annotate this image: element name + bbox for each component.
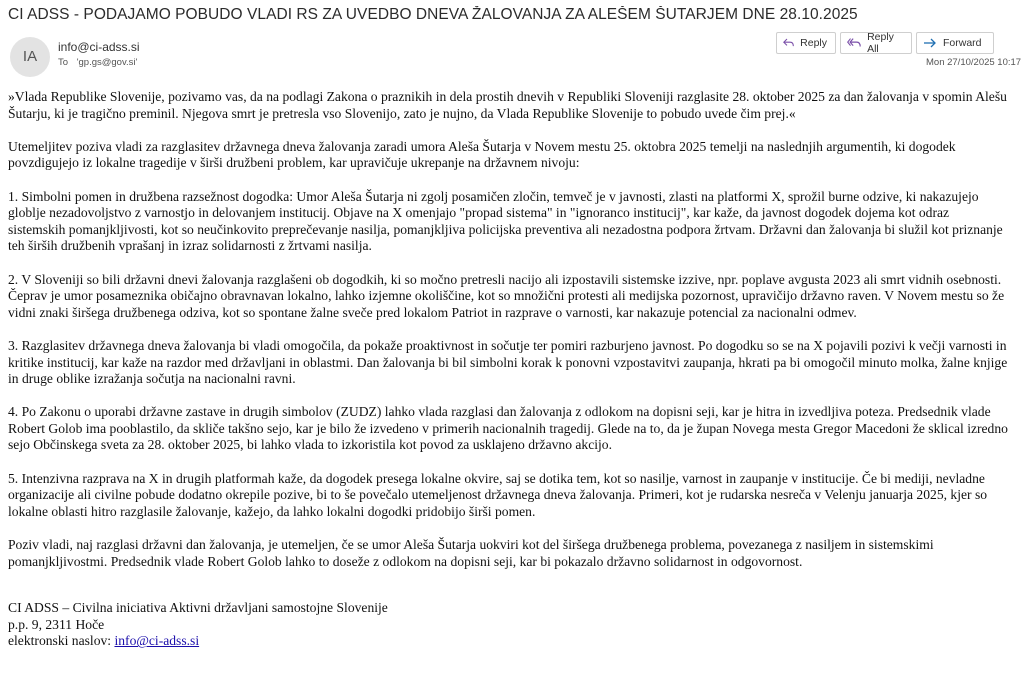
email-subject: CI ADSS - PODAJAMO POBUDO VLADI RS ZA UVEDBO DNEVA ŽALOVANJA ZA ALEŠEM ŠUTARJEM DNE 28.10.2025 — [8, 6, 858, 23]
body-paragraph: 3. Razglasitev državnega dneva žalovanja bi vladi omogočila, da pokaže proaktivnost in sočutje ter pomiri razburjeno javnost. Po dogodku so se na X pojavili pozivi k večji varnosti in kritike institucij, kar kaže na razdor med državljani in oblastmi. Dan žalovanja bi bil simbolni korak k ponovni vzpostavitvi zaupanja, hkrati pa bi omogočil minuto molka, žalne knjige in druge oblike izražanja sočutja na nacionalni ravni. — [8, 337, 1008, 387]
signature-address: p.p. 9, 2311 Hoče — [8, 616, 105, 632]
reply-icon — [783, 37, 794, 49]
forward-label: Forward — [943, 37, 982, 49]
body-paragraph: »Vlada Republike Slovenije, pozivamo vas, da na podlagi Zakona o praznikih in dela prostih dnevih v Republiki Sloveniji razglasite 28. oktober 2025 za dan žalovanja v spomin Alešu Šutarju, ki je tragično preminil. Njegova smrt je pretresla vso Slovenijo, zato je nujno, da Vlada Republike Slovenije to pobudo uvede čim prej.« — [8, 89, 1007, 121]
body-paragraph: 1. Simbolni pomen in družbena razsežnost dogodka: Umor Aleša Šutarja ni zgolj posamičen zločin, temveč je v javnosti, zlasti na platformi X, sprožil burne odzive, ki nakazujejo globlje nezadovoljstvo z varnostjo in delovanjem institucij. Objave na X omenjajo "propad sistema" in "ignoranco institucij", kar kaže, da javnost dogodek dojema kot odraz sistemskih pomanjkljivosti, kot so neučinkovito preprečevanje nasilja, pomanjkljiva policijska preventiva ali nezadostna podpora žrtvam. Državni dan žalovanja bi služil kot priznanje teh širših družbenih vprašanj in izraz solidarnosti z žrtvami nasilja. — [8, 188, 1003, 254]
recipient-line — [58, 57, 137, 68]
reply-all-icon — [847, 37, 861, 49]
signature-email-label: elektronski naslov: — [8, 633, 115, 649]
reply-button[interactable] — [776, 32, 836, 54]
body-paragraph: Utemeljitev poziva vladi za razglasitev državnega dneva žalovanja zaradi umora Aleša Šutarja v Novem mestu 25. oktobra 2025 temelji na naslednjih argumentih, ki dogodek povzdigujejo iz lokalne tragedije v širši družbeni problem, kar upravičuje ukrepanje na državnem nivoju: — [8, 138, 956, 171]
recipient-address[interactable]: 'gp.gs@gov.si' — [76, 57, 138, 68]
to-label: To — [58, 57, 69, 68]
signature-email-line — [8, 633, 1008, 650]
message-actions — [776, 32, 994, 54]
sender-email[interactable]: info@ci-adss.si — [58, 40, 140, 54]
forward-button[interactable] — [916, 32, 994, 54]
body-paragraph: 4. Po Zakonu o uporabi državne zastave in drugih simbolov (ZUDZ) lahko vlada razglasi dan žalovanja z odlokom na dopisni seji, kar je hitra in izvedljiva poteza. Predsednik vlade Robert Golob ima pooblastilo, da skliče takšno sejo, kar je bilo že izvedeno v primerih nacionalnih tragedij. Glede na to, da je župan Novega mesta Gregor Macedoni že sklical izredno sejo Občinskega sveta za 28. oktober 2025, bi lahko vlada to izkoristila kot povod za usklajeno državno akcijo. — [8, 404, 1008, 453]
reply-all-button[interactable] — [840, 32, 912, 54]
signature — [8, 600, 1008, 650]
reply-all-label: Reply All — [867, 31, 894, 55]
sender-avatar: IA — [10, 37, 50, 77]
body-paragraph: Poziv vladi, naj razglasi državni dan žalovanja, je utemeljen, če se umor Aleša Šutarja uokviri kot del širšega družbenega problema, povezanega z nasiljem in sistemskimi pomanjkljivostmi. Predsednik vlade Robert Golob lahko to doseže z odlokom na dopisni seji, kar bi pokazalo državno solidarnost in odgovornost. — [8, 537, 934, 569]
signature-org: CI ADSS – Civilna iniciativa Aktivni državljani samostojne Slovenije — [8, 600, 388, 616]
signature-email-link[interactable]: info@ci-adss.si — [114, 633, 200, 649]
reply-label: Reply — [800, 37, 827, 49]
forward-icon — [923, 37, 937, 49]
body-paragraph: 2. V Sloveniji so bili državni dnevi žalovanja razglašeni ob dogodkih, ki so močno pretresli nacijo ali izpostavili sistemske izzive, npr. poplave avgusta 2023 ali smrt vidnih osebnosti. Čeprav je umor posameznika običajno obravnavan lokalno, lahko izjemne okoliščine, kot so množični protesti ali medijska pozornost, upravičijo državno raven. V Novem mestu so že vidni znaki širšega družbenega odziva, kot so spontane žalne sveče pred lokalom Patriot in razprave o varnosti, kar nakazuje potencial za nacionalni odmev. — [8, 271, 1005, 320]
message-body — [8, 89, 1008, 650]
received-date: Mon 27/10/2025 10:17 — [926, 57, 1022, 68]
body-paragraph: 5. Intenzivna razprava na X in drugih platformah kaže, da dogodek presega lokalne okvire, saj se dotika tem, kot so nasilje, varnost in zaupanje v institucije. Če bi mediji, nevladne organizacije ali civilne pobude dodatno okrepile pozive, bi to še povečalo utemeljenost državnega dneva žalovanja. Primeri, kot je rudarska nesreča v Velenju januarja 2025, kjer so lokalne oblasti hitro razglasile žalovanje, kažejo, da lahko lokalni dogodki pridobijo širši pomen. — [8, 470, 988, 519]
